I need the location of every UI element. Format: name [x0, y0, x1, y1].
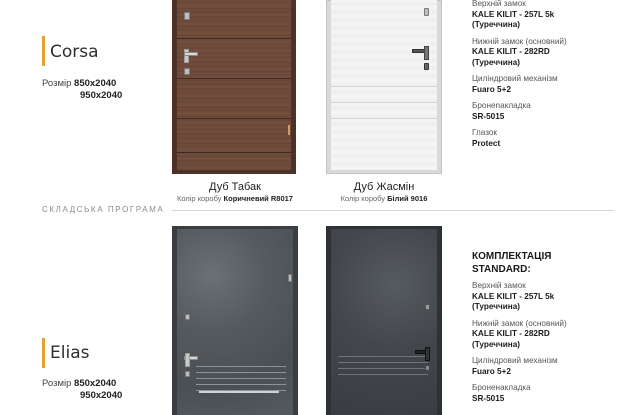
frame-color-value: Білий 9016 — [387, 194, 428, 203]
spec-key: Циліндровий механізм — [472, 74, 558, 83]
door-color-name: Дуб Жасмін — [353, 181, 415, 193]
spec-value: Protect — [472, 138, 501, 148]
frame-color-value: Коричневий R8017 — [223, 194, 293, 203]
spec-value: KALE KILIT - 282RD — [472, 47, 550, 56]
caption-dub-zhasmin — [318, 181, 450, 203]
frame-color-line — [160, 194, 310, 203]
spec-key: Верхній замок — [472, 281, 526, 290]
spec-key: Циліндровий механізм — [472, 356, 558, 365]
frame-color-label: Колір коробу — [177, 194, 222, 203]
frame-color-label: Колір коробу — [340, 194, 386, 203]
spec-value: Fuaro 5+2 — [472, 84, 511, 94]
corsa-spec-list — [472, 0, 567, 149]
door-color-name: Дуб Табак — [209, 181, 261, 193]
spec-title-line-2: STANDARD: — [472, 264, 531, 275]
spec-key: Броненакладка — [472, 383, 531, 392]
spec-value: KALE KILIT - 257L 5k — [472, 291, 555, 301]
spec-key: Бронenакладка — [472, 101, 531, 110]
spec-key: Верхній замок — [472, 0, 526, 8]
door-lock-icon — [184, 12, 190, 20]
door-corsa-dub-zhasmin — [326, 0, 442, 174]
caption-dub-tabak — [160, 181, 310, 203]
size-value-2: 950х2040 — [80, 390, 123, 401]
spec-title — [472, 250, 551, 276]
spec-key: Нижній замок (основний) — [472, 36, 567, 46]
spec-key: Глазок — [472, 128, 498, 137]
corsa-accent-bar — [42, 36, 45, 66]
model-name-corsa: Corsa — [50, 42, 99, 62]
spec-key: Нижній замок (основний) — [472, 318, 567, 328]
size-value-1: 850х2040 — [74, 378, 117, 389]
door-lock-icon — [425, 304, 430, 310]
door-lock-icon — [288, 274, 292, 282]
door-lock-icon — [424, 8, 429, 16]
elias-sizes — [42, 378, 122, 402]
spec-value: SR-5015 — [472, 111, 505, 121]
model-name-elias: Elias — [50, 343, 90, 363]
spec-value: KALE KILIT - 257L 5k — [472, 9, 555, 19]
spec-value: Fuaro 5+2 — [472, 366, 511, 376]
spec-value-note: (Туреччина) — [472, 302, 520, 311]
frame-color-line — [318, 194, 450, 203]
size-value-2: 950х2040 — [80, 90, 123, 101]
door-elias-concrete-light — [172, 226, 298, 415]
spec-value: KALE KILIT - 282RD — [472, 329, 550, 338]
door-corsa-dub-tabak — [172, 0, 296, 174]
door-elias-concrete-dark — [326, 226, 442, 415]
spec-value-note: (Туреччина) — [472, 339, 520, 349]
size-value-1: 850х2040 — [74, 78, 117, 89]
section-divider-line — [172, 210, 614, 211]
spec-value: SR-5015 — [472, 393, 505, 403]
spec-title-line-1: КОМПЛЕКТАЦІЯ — [472, 251, 552, 262]
elias-spec-list — [472, 281, 567, 404]
corsa-sizes — [42, 78, 122, 102]
size-label: Розмір — [42, 78, 72, 89]
spec-value-note: (Туреччина) — [472, 20, 520, 29]
elias-accent-bar — [42, 338, 45, 368]
spec-value-note: (Туреччина) — [472, 57, 520, 67]
size-label: Розмір — [42, 378, 72, 389]
section-divider-label: СКЛАДСЬКА ПРОГРАМА — [42, 205, 165, 214]
